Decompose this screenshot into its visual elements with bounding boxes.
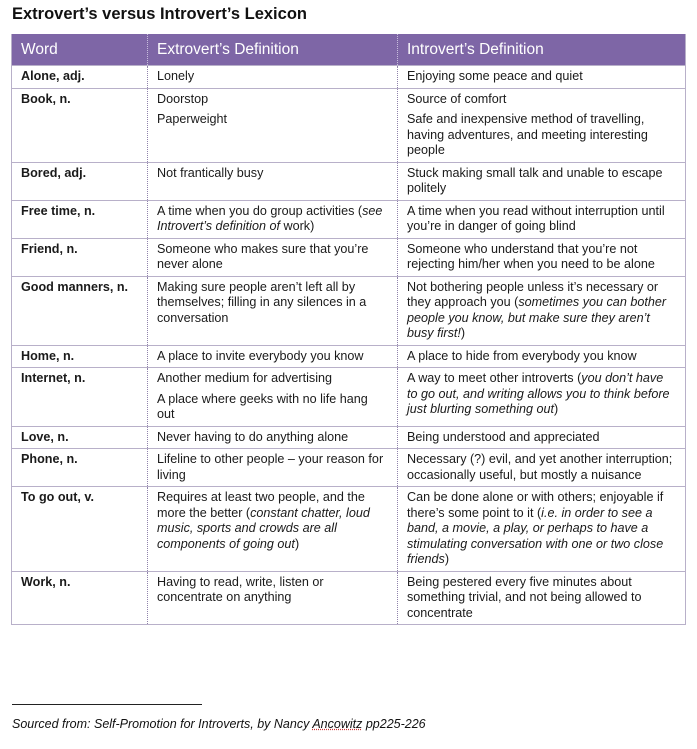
definition-paragraph — [157, 575, 388, 606]
introvert-definition-cell — [398, 449, 686, 487]
definition-paragraph — [407, 280, 676, 342]
italic-text: see Introvert’s definition of — [157, 203, 383, 233]
introvert-definition-cell — [398, 162, 686, 200]
text-run: Paperweight — [157, 112, 228, 126]
table-row — [12, 200, 686, 238]
text-run: Can be done alone or with others; enjoyable if there’s some point to it ( — [407, 490, 664, 520]
text-run: Necessary (?) evil, and yet another interruption; occasionally useful, but mostly a nuisance — [407, 452, 673, 482]
header-extrovert: Extrovert’s Definition — [148, 34, 398, 66]
header-word: Word — [12, 34, 148, 66]
definition-paragraph — [407, 112, 676, 159]
italic-text: sometimes you can bother people you know, but make sure they aren’t busy first! — [407, 295, 667, 340]
word-cell: Good manners, n. — [12, 276, 148, 345]
word-cell: Phone, n. — [12, 449, 148, 487]
word-cell: Free time, n. — [12, 200, 148, 238]
header-introvert: Introvert’s Definition — [398, 34, 686, 66]
source-prefix: Sourced from: Self-Promotion for Introverts, by Nancy — [12, 717, 313, 731]
definition-paragraph — [157, 490, 388, 552]
extrovert-definition-cell — [148, 449, 398, 487]
word-cell: To go out, v. — [12, 487, 148, 572]
table-row — [12, 449, 686, 487]
text-run: Lonely — [157, 69, 195, 83]
definition-paragraph — [407, 575, 676, 622]
text-run: Lifeline to other people – your reason for living — [157, 452, 384, 482]
source-author: Ancowitz — [312, 717, 363, 731]
text-run: Enjoying some peace and quiet — [407, 69, 583, 83]
table-row — [12, 88, 686, 162]
introvert-definition-cell — [398, 200, 686, 238]
definition-paragraph — [407, 452, 676, 483]
text-run: ) — [444, 552, 450, 566]
text-run: Safe and inexpensive method of travelling, having adventures, and meeting interesting people — [407, 112, 648, 157]
word-cell: Love, n. — [12, 426, 148, 449]
text-run: Another medium for advertising — [157, 371, 332, 385]
table-row — [12, 162, 686, 200]
extrovert-definition-cell — [148, 238, 398, 276]
footnote-divider — [12, 704, 202, 705]
definition-paragraph — [157, 349, 388, 365]
table-row — [12, 276, 686, 345]
text-run: A time when you read without interruption until you’re in danger of going blind — [407, 203, 665, 233]
definition-paragraph — [157, 92, 388, 108]
text-run: Making sure people aren’t left all by themselves; filling in any silences in a conversation — [157, 279, 367, 325]
definition-paragraph — [157, 69, 388, 85]
definition-paragraph — [157, 280, 388, 327]
definition-paragraph — [157, 430, 388, 446]
extrovert-definition-cell — [148, 487, 398, 572]
italic-text: i.e. in order to see a band, a movie, a play, or perhaps to have a stimulating conversation with one or two close friends — [407, 505, 664, 566]
extrovert-definition-cell — [148, 162, 398, 200]
text-run: A place where geeks with no life hang out — [157, 391, 368, 421]
definition-paragraph — [407, 349, 676, 365]
definition-paragraph — [157, 166, 388, 182]
text-run: Never having to do anything alone — [157, 429, 349, 444]
introvert-definition-cell — [398, 276, 686, 345]
definition-paragraph — [407, 242, 676, 273]
extrovert-definition-cell — [148, 571, 398, 625]
lexicon-table — [11, 34, 686, 625]
definition-paragraph — [157, 112, 388, 128]
text-run: A way to meet other introverts ( — [407, 371, 582, 385]
word-cell: Home, n. — [12, 345, 148, 368]
table-row — [12, 368, 686, 427]
extrovert-definition-cell — [148, 426, 398, 449]
header-row — [12, 34, 686, 66]
introvert-definition-cell — [398, 368, 686, 427]
definition-paragraph — [157, 371, 388, 387]
table-row — [12, 238, 686, 276]
text-run: ) — [294, 536, 300, 551]
text-run: Being pestered every five minutes about something trivial, and not being allowed to concentrate — [407, 574, 642, 620]
table-row — [12, 66, 686, 89]
table-row — [12, 345, 686, 368]
source-suffix: pp225-226 — [362, 717, 426, 731]
word-cell: Alone, adj. — [12, 66, 148, 89]
word-cell: Book, n. — [12, 88, 148, 162]
definition-paragraph — [407, 204, 676, 235]
word-cell: Friend, n. — [12, 238, 148, 276]
definition-paragraph — [407, 69, 676, 85]
word-cell: Work, n. — [12, 571, 148, 625]
definition-paragraph — [157, 452, 388, 483]
text-run: A place to invite everybody you know — [157, 348, 364, 363]
definition-paragraph — [407, 92, 676, 108]
introvert-definition-cell — [398, 88, 686, 162]
text-run: ) — [460, 326, 466, 340]
text-run: Requires at least two people, and the more the better ( — [157, 490, 365, 520]
extrovert-definition-cell — [148, 345, 398, 368]
introvert-definition-cell — [398, 66, 686, 89]
text-run: Having to read, write, listen or concentrate on anything — [157, 574, 324, 604]
text-run: Someone who understand that you’re not rejecting him/her when you need to be alone — [407, 241, 655, 271]
definition-paragraph — [407, 490, 676, 568]
italic-text: you don’t have to go out, and writing allows you to think before just blurting something out — [407, 371, 670, 416]
page-title: Extrovert’s versus Introvert’s Lexicon — [12, 5, 307, 23]
introvert-definition-cell — [398, 487, 686, 572]
introvert-definition-cell — [398, 426, 686, 449]
definition-paragraph — [157, 242, 388, 273]
definition-paragraph — [407, 430, 676, 446]
table-row — [12, 426, 686, 449]
definition-paragraph — [157, 204, 388, 235]
text-run: Source of comfort — [407, 91, 507, 106]
text-run: work) — [279, 219, 315, 233]
introvert-definition-cell — [398, 345, 686, 368]
introvert-definition-cell — [398, 238, 686, 276]
extrovert-definition-cell — [148, 276, 398, 345]
definition-paragraph — [157, 392, 388, 423]
word-cell: Bored, adj. — [12, 162, 148, 200]
source-footnote — [12, 717, 426, 731]
definition-paragraph — [407, 371, 676, 418]
italic-text: constant chatter, loud music, sports and crowds are all components of going out — [157, 505, 370, 551]
text-run: Not bothering people unless it’s necessary or they approach you ( — [407, 279, 659, 309]
table-row — [12, 487, 686, 572]
introvert-definition-cell — [398, 571, 686, 625]
text-run: A place to hide from everybody you know — [407, 348, 637, 363]
text-run: Doorstop — [157, 91, 209, 106]
extrovert-definition-cell — [148, 200, 398, 238]
text-run: ) — [554, 402, 559, 416]
text-run: A time when you do group activities ( — [157, 203, 363, 218]
table-body — [12, 66, 686, 625]
text-run: Being understood and appreciated — [407, 429, 600, 444]
extrovert-definition-cell — [148, 66, 398, 89]
text-run: Someone who makes sure that you’re never alone — [157, 241, 369, 271]
table-row — [12, 571, 686, 625]
word-cell: Internet, n. — [12, 368, 148, 427]
text-run: Stuck making small talk and unable to escape politely — [407, 165, 663, 195]
extrovert-definition-cell — [148, 88, 398, 162]
text-run: Not frantically busy — [157, 165, 264, 180]
definition-paragraph — [407, 166, 676, 197]
extrovert-definition-cell — [148, 368, 398, 427]
